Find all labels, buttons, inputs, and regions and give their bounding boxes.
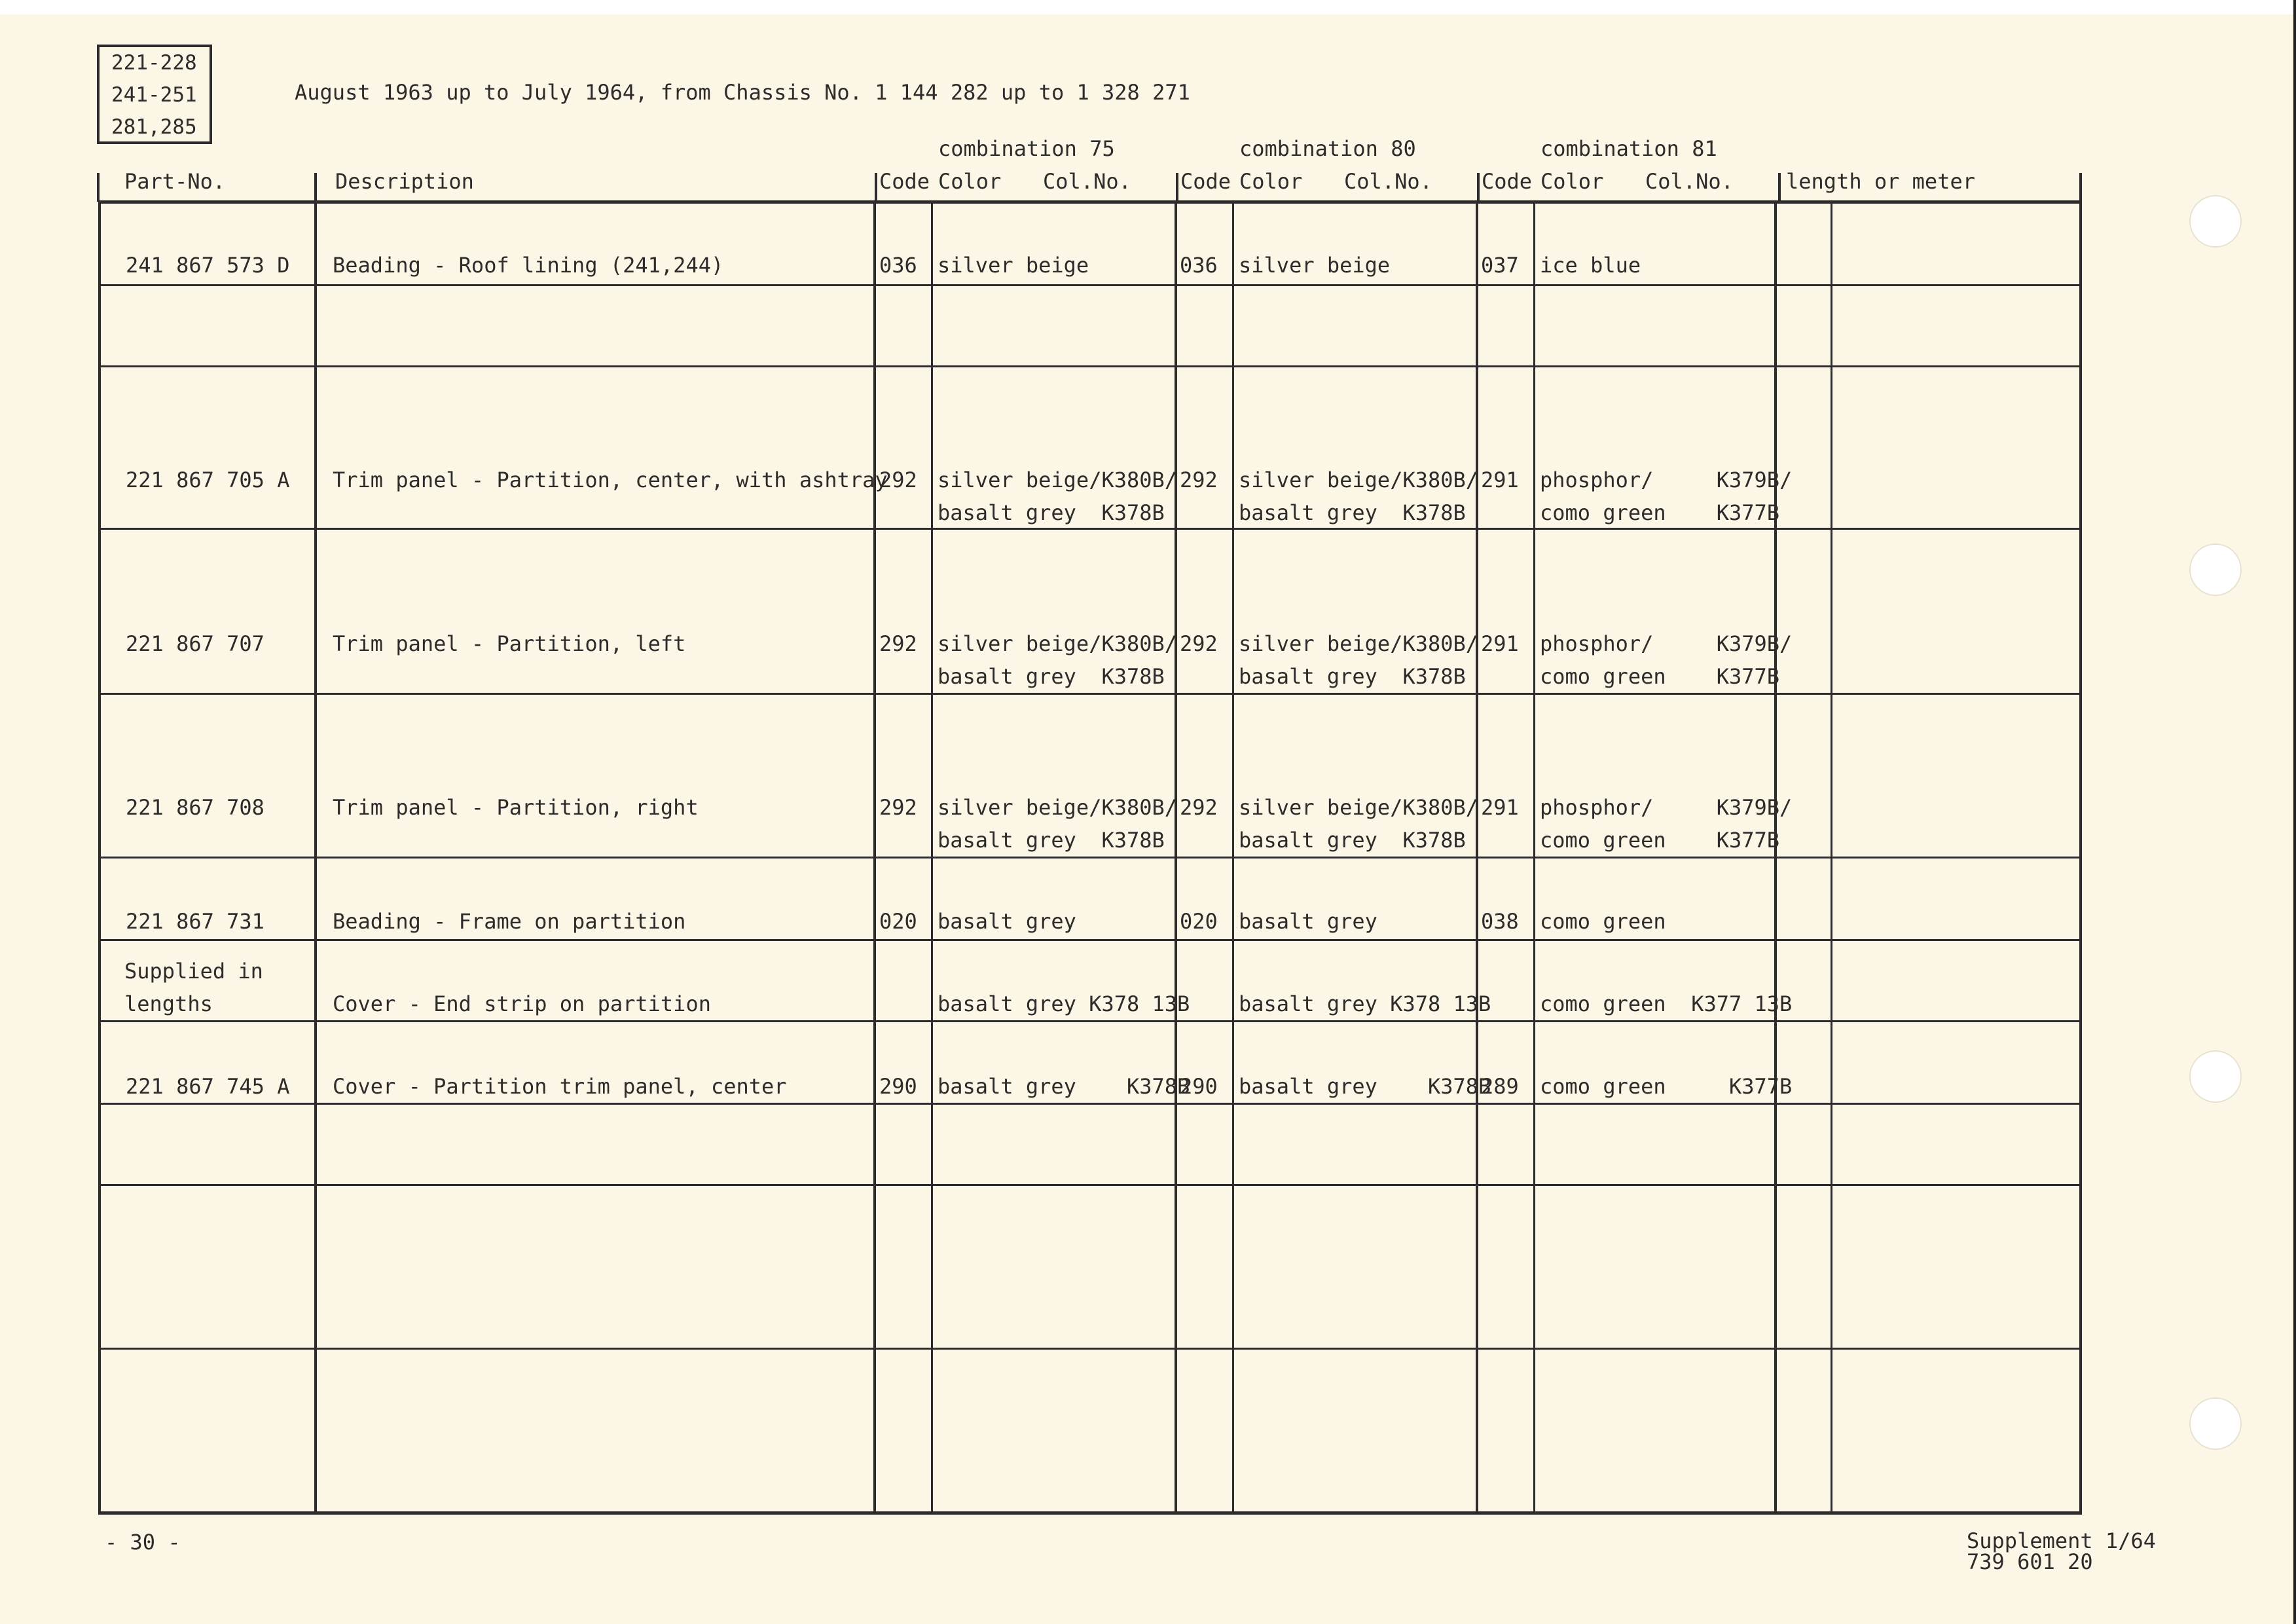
binder-hole: [2189, 544, 2242, 596]
color-name: basalt grey K378B: [938, 500, 1165, 525]
part-description: Beading - Frame on partition: [333, 909, 686, 934]
col-no-header: Col.No.: [1344, 169, 1432, 194]
color-code: 290: [879, 1074, 917, 1099]
color-code: 292: [879, 795, 917, 820]
table-top-rule: [98, 200, 2082, 204]
model-code: 281,285: [111, 115, 197, 139]
color-code: 291: [1481, 468, 1519, 492]
part-description: Beading - Roof lining (241,244): [333, 253, 724, 278]
col-no-header: Col.No.: [1043, 169, 1131, 194]
color-name: silver beige/K380B/: [1239, 631, 1479, 656]
part-number: 221 867 705 A: [126, 468, 290, 492]
color-code: 292: [879, 631, 917, 656]
color-code: 292: [879, 468, 917, 492]
part-description: Trim panel - Partition, center, with ashtray: [333, 468, 888, 492]
column-divider: [1831, 200, 1832, 1514]
header-tick: [1176, 173, 1178, 202]
description-header: Description: [335, 169, 474, 194]
column-divider: [1533, 200, 1535, 1514]
color-name: basalt grey K378B: [1239, 1074, 1491, 1099]
color-code: 292: [1180, 631, 1218, 656]
column-divider: [873, 200, 876, 1514]
combination-81-heading: combination 81: [1540, 136, 1717, 161]
column-divider: [1232, 200, 1234, 1514]
validity-note: August 1963 up to July 1964, from Chassis No. 1 144 282 up to 1 328 271: [295, 80, 1190, 105]
part-number: 221 867 708: [126, 795, 264, 820]
part-number: 221 867 707: [126, 631, 264, 656]
color-name: como green K377B: [1540, 664, 1780, 689]
part-number: 221 867 745 A: [126, 1074, 290, 1099]
color-name: silver beige/K380B/: [938, 795, 1178, 820]
color-code: 292: [1180, 795, 1218, 820]
column-divider: [1175, 200, 1177, 1514]
row-divider: [98, 1184, 2082, 1186]
header-tick: [1477, 173, 1480, 202]
color-header: Color: [1239, 169, 1303, 194]
color-name: como green K377 13B: [1540, 991, 1793, 1016]
color-name: basalt grey: [938, 909, 1076, 934]
part-no-header: Part-No.: [124, 169, 226, 194]
color-code: 292: [1180, 468, 1218, 492]
row-divider: [98, 1020, 2082, 1022]
color-code: 037: [1481, 253, 1519, 278]
row-divider: [98, 365, 2082, 367]
color-code: 038: [1481, 909, 1519, 934]
model-code-box: [97, 45, 212, 144]
color-name: basalt grey K378B: [938, 664, 1165, 689]
col-no-header: Col.No.: [1645, 169, 1734, 194]
row-divider: [98, 939, 2082, 941]
binder-hole: [2189, 1050, 2242, 1103]
length-header: length or meter: [1786, 169, 1975, 194]
color-name: basalt grey K378B: [1239, 664, 1466, 689]
color-name: phosphor/ K379B/: [1540, 631, 1793, 656]
header-tick: [97, 173, 100, 202]
color-name: basalt grey K378B: [938, 828, 1165, 853]
part-number: 241 867 573 D: [126, 253, 290, 278]
part-number: lengths: [124, 991, 213, 1016]
color-name: basalt grey K378B: [1239, 828, 1466, 853]
table-bottom-rule: [98, 1511, 2082, 1515]
color-code: 290: [1180, 1074, 1218, 1099]
color-name: como green K377B: [1540, 1074, 1793, 1099]
color-name: basalt grey K378 13B: [938, 991, 1190, 1016]
row-divider: [98, 693, 2082, 695]
color-name: basalt grey K378B: [1239, 500, 1466, 525]
binder-hole: [2189, 1397, 2242, 1450]
color-name: silver beige/K380B/: [1239, 795, 1479, 820]
combination-80-heading: combination 80: [1239, 136, 1416, 161]
color-name: como green K377B: [1540, 500, 1780, 525]
color-name: silver beige: [1239, 253, 1391, 278]
part-description: Trim panel - Partition, left: [333, 631, 686, 656]
color-code: 291: [1481, 631, 1519, 656]
color-name: ice blue: [1540, 253, 1641, 278]
column-divider: [1774, 200, 1777, 1514]
color-header: Color: [1540, 169, 1604, 194]
column-divider: [1476, 200, 1478, 1514]
color-name: basalt grey K378B: [938, 1074, 1190, 1099]
row-divider: [98, 1348, 2082, 1350]
part-number: Supplied in: [124, 959, 263, 984]
header-tick: [875, 173, 877, 202]
color-name: como green K377B: [1540, 828, 1780, 853]
page-edge-right: [2293, 0, 2296, 1624]
model-code: 221-228: [111, 51, 197, 75]
color-code: 291: [1481, 795, 1519, 820]
header-tick: [314, 173, 317, 202]
color-code: 020: [1180, 909, 1218, 934]
binder-hole: [2189, 195, 2242, 248]
row-divider: [98, 1103, 2082, 1105]
row-divider: [98, 284, 2082, 286]
document-number: 739 601 20: [1967, 1549, 2093, 1574]
color-name: phosphor/ K379B/: [1540, 468, 1793, 492]
color-name: como green: [1540, 909, 1666, 934]
header-tick: [2079, 173, 2082, 202]
part-description: Cover - End strip on partition: [333, 991, 711, 1016]
part-description: Trim panel - Partition, right: [333, 795, 699, 820]
column-divider: [98, 200, 101, 1514]
color-name: phosphor/ K379B/: [1540, 795, 1793, 820]
color-header: Color: [938, 169, 1002, 194]
page-edge: [0, 0, 2296, 14]
color-code: 036: [879, 253, 917, 278]
part-description: Cover - Partition trim panel, center: [333, 1074, 787, 1099]
column-divider: [931, 200, 933, 1514]
model-code: 241-251: [111, 83, 197, 107]
color-name: basalt grey K378 13B: [1239, 991, 1491, 1016]
page-number: - 30 -: [105, 1530, 181, 1555]
code-header: Code: [1482, 169, 1533, 194]
color-code: 289: [1481, 1074, 1519, 1099]
code-header: Code: [879, 169, 930, 194]
part-number: 221 867 731: [126, 909, 264, 934]
code-header: Code: [1180, 169, 1231, 194]
color-name: silver beige: [938, 253, 1089, 278]
supplement-label: Supplement 1/64: [1967, 1528, 2156, 1553]
color-code: 020: [879, 909, 917, 934]
column-divider: [2079, 200, 2082, 1514]
combination-75-heading: combination 75: [938, 136, 1115, 161]
color-name: basalt grey: [1239, 909, 1377, 934]
color-name: silver beige/K380B/: [938, 631, 1178, 656]
color-name: silver beige/K380B/: [1239, 468, 1479, 492]
color-name: silver beige/K380B/: [938, 468, 1178, 492]
column-divider: [314, 200, 317, 1514]
header-tick: [1778, 173, 1781, 202]
color-code: 036: [1180, 253, 1218, 278]
row-divider: [98, 857, 2082, 858]
